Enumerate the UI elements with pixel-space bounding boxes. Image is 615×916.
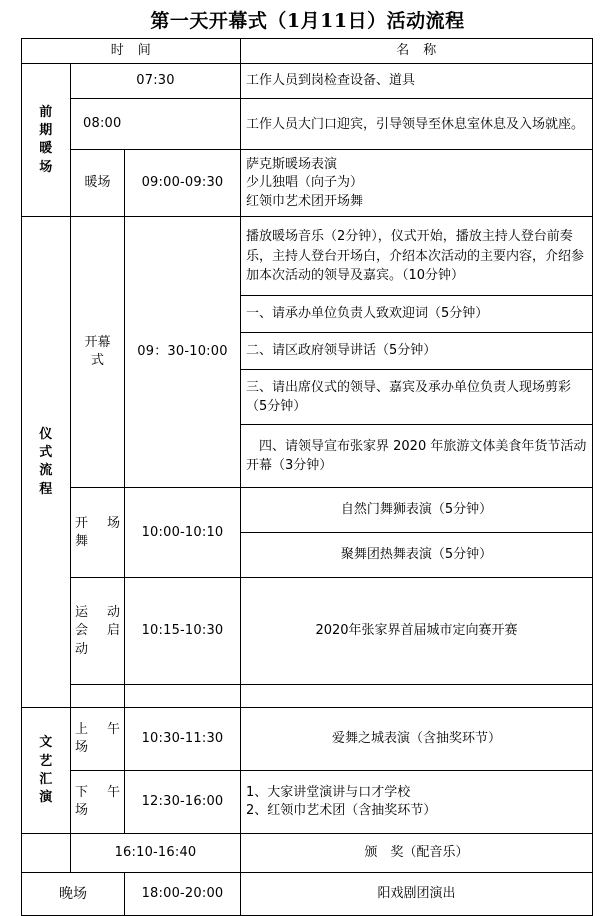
table-header-row [22, 39, 593, 64]
row-name-line: 萨克斯暖场表演 [246, 156, 338, 172]
row-name [241, 64, 593, 99]
row-time: 07:30 [71, 64, 241, 99]
row-sub-label: 开场 舞 [71, 488, 125, 578]
table-row [22, 771, 593, 834]
schedule-table [21, 38, 593, 916]
row-sub-label: 开幕 式 [71, 217, 125, 488]
award-name: 颁 奖（配音乐） [241, 834, 593, 873]
table-row [22, 64, 593, 99]
award-section-spacer [22, 834, 71, 873]
table-row-spacer [22, 685, 593, 708]
column-header-time: 时 间 [22, 39, 241, 64]
row-sub-label: 暖场 [71, 150, 125, 217]
table-row-evening [22, 873, 593, 916]
row-sub-label: 下午 场 [71, 771, 125, 834]
row-name [241, 150, 593, 217]
row-time: 09：30-10:00 [125, 217, 241, 488]
evening-label: 晚场 [22, 873, 125, 916]
section-label-warmup: 前 期 暖 场 [22, 64, 71, 217]
row-sub-label: 上午 场 [71, 708, 125, 771]
row-name [241, 425, 593, 488]
row-time: 09:00-09:30 [125, 150, 241, 217]
page-title: 第一天开幕式（1月11日）活动流程 [150, 10, 465, 32]
row-time: 08:00 [71, 99, 241, 150]
row-time: 12:30-16:00 [125, 771, 241, 834]
row-name-line: 工作人员到岗检查设备、道具 [246, 73, 416, 89]
row-name: 爱舞之城表演（含抽奖环节） [241, 708, 593, 771]
evening-time: 18:00-20:00 [125, 873, 241, 916]
row-name [241, 217, 593, 296]
row-name: 自然门舞狮表演（5分钟） [241, 488, 593, 533]
row-time: 10:30-11:30 [125, 708, 241, 771]
spacer-cell [125, 685, 241, 708]
row-name-line: 播放暖场音乐（2分钟），仪式开始，播放主持人登台前奏乐，主持人登台开场白，介绍本次活动的主要内容，介绍参加本次活动的领导及嘉宾。（10分钟） [246, 229, 585, 284]
row-name: 聚舞团热舞表演（5分钟） [241, 533, 593, 578]
table-row [22, 578, 593, 685]
row-name-line: 红领巾艺术团开场舞 [246, 193, 364, 209]
spacer-cell [71, 685, 125, 708]
table-row [22, 217, 593, 296]
column-header-name: 名 称 [241, 39, 593, 64]
row-name-line: 四、请领导宣布张家界 2020 年旅游文体美食年货节活动开幕（3分钟） [246, 438, 587, 474]
row-time: 10:15-10:30 [125, 578, 241, 685]
table-row [22, 488, 593, 533]
section-label-ceremony: 仪 式 流 程 [22, 217, 71, 708]
row-sub-label: 运动 会启 动 [71, 578, 125, 685]
row-name [241, 370, 593, 425]
section-label-performance: 文 艺 汇 演 [22, 708, 71, 834]
table-row [22, 99, 593, 150]
table-row [22, 708, 593, 771]
table-row [22, 150, 593, 217]
row-name-line: 工作人员大门口迎宾，引导领导至休息室休息及入场就座。 [246, 116, 585, 132]
row-name [241, 296, 593, 333]
row-name-line: 2、红领巾艺术团（含抽奖环节） [246, 803, 437, 819]
award-time: 16:10-16:40 [71, 834, 241, 873]
row-name [241, 771, 593, 834]
row-time: 10:00-10:10 [125, 488, 241, 578]
table-row-award [22, 834, 593, 873]
row-name-line: 二、请区政府领导讲话（5分钟） [246, 343, 437, 359]
spacer-cell [241, 685, 593, 708]
row-name-line: 三、请出席仪式的领导、嘉宾及承办单位负责人现场剪彩（5分钟） [246, 379, 572, 415]
row-name [241, 99, 593, 150]
evening-name: 阳戏剧团演出 [241, 873, 593, 916]
row-name-line: 1、大家讲堂演讲与口才学校 [246, 785, 411, 800]
row-name: 2020年张家界首届城市定向赛开赛 [241, 578, 593, 685]
row-name-line: 一、请承办单位负责人致欢迎词（5分钟） [246, 306, 489, 322]
row-name [241, 333, 593, 370]
row-name-line: 少儿独唱（向子为） [246, 175, 364, 191]
